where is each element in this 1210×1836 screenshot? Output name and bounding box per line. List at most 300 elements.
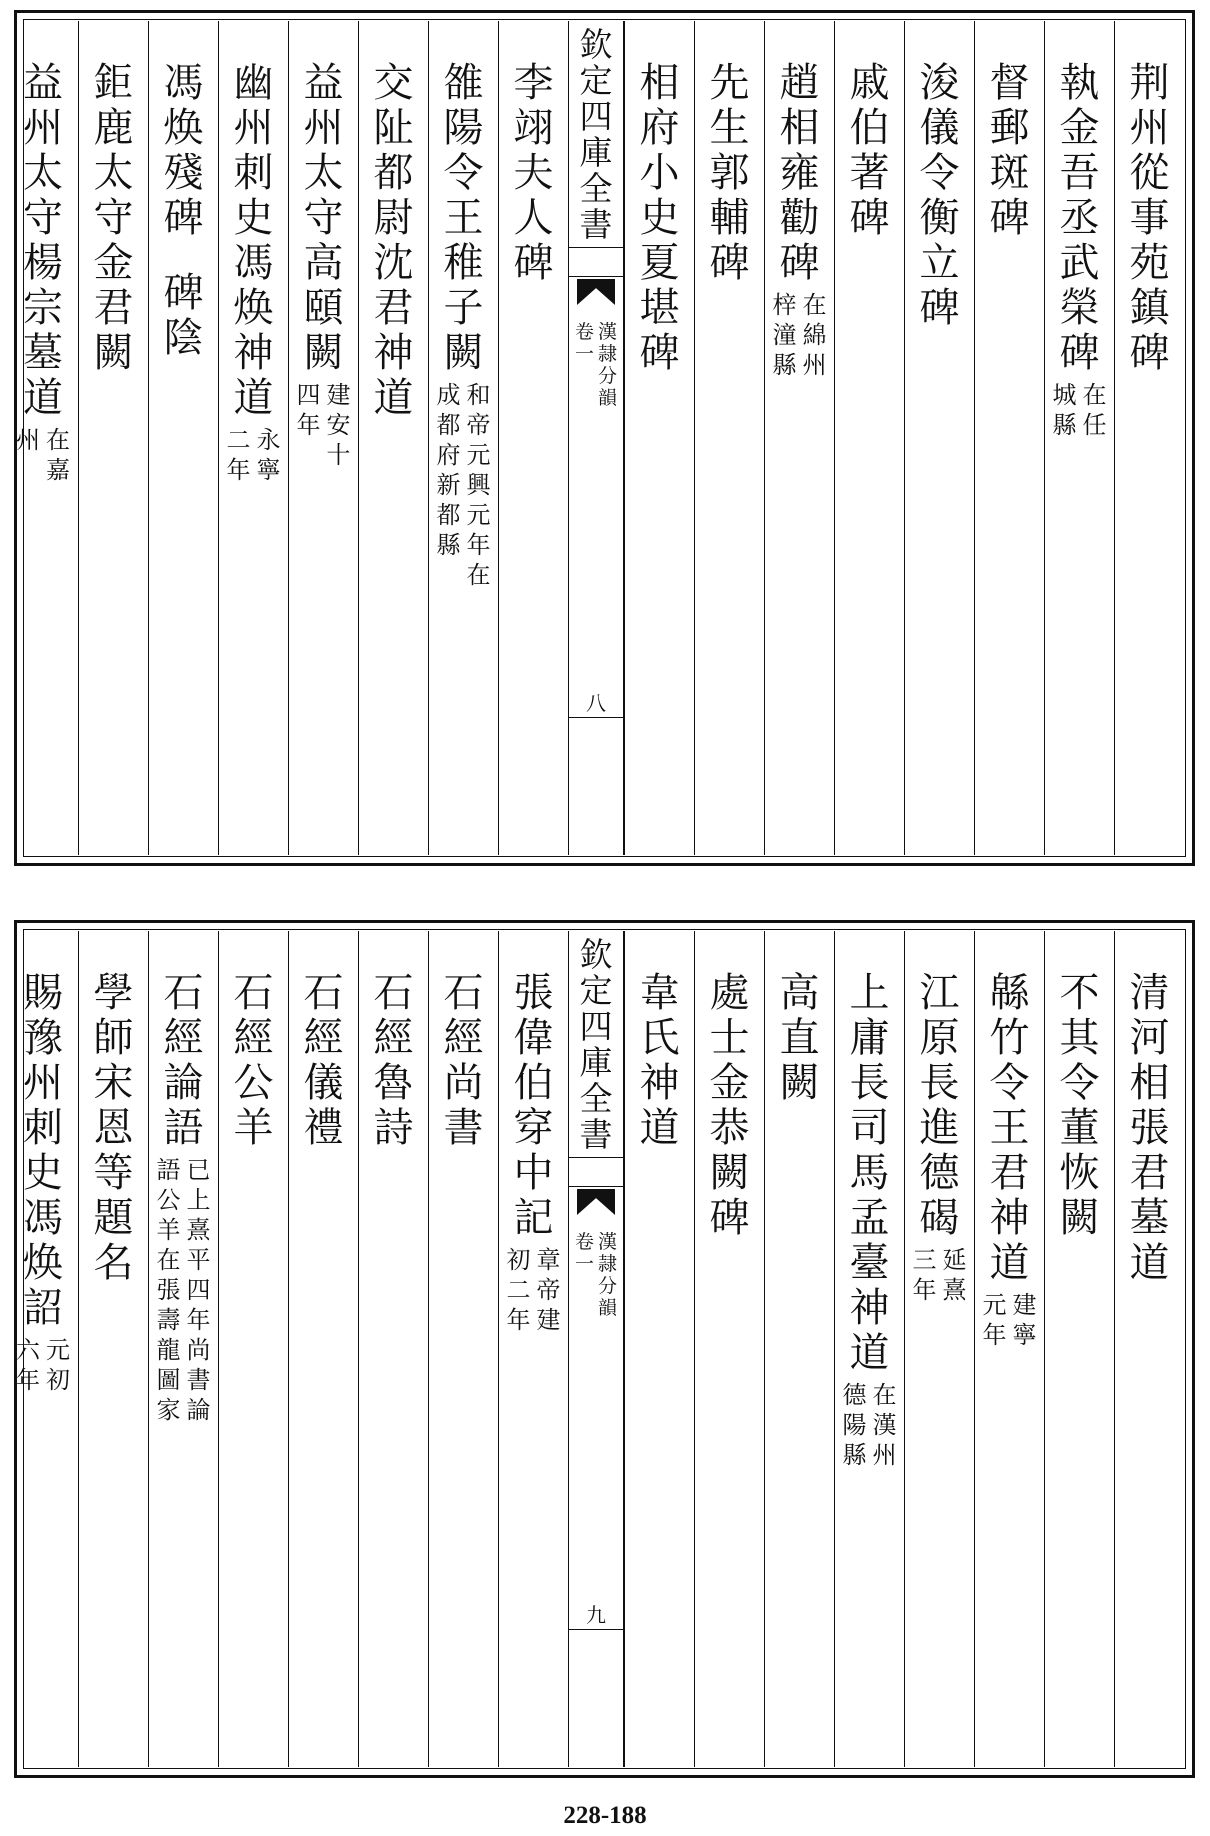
character: 君: [1129, 1150, 1170, 1196]
character: 碑: [163, 270, 204, 316]
character: 竹: [989, 1015, 1030, 1061]
meta-character: 隷: [598, 1253, 618, 1275]
character: 輔: [709, 195, 750, 241]
character: 司: [849, 1105, 890, 1151]
column-text: [695, 61, 764, 286]
annotation-line: [803, 290, 827, 380]
annotation: [983, 1290, 1037, 1350]
character: 張: [1129, 1105, 1170, 1151]
annotation: [157, 1155, 211, 1425]
annotation: [843, 1380, 897, 1470]
text-column: [288, 931, 358, 1767]
annotation-character: 建: [1012, 1291, 1037, 1319]
annotation-line: [1013, 1290, 1037, 1350]
character: 府: [639, 105, 680, 151]
annotation-character: 章: [536, 1246, 561, 1274]
text-column: [694, 931, 764, 1767]
character: 經: [163, 1015, 204, 1061]
annotation-line: [16, 425, 40, 485]
meta-line: [575, 321, 594, 409]
title-character: 定: [579, 61, 613, 100]
annotation-line: [467, 380, 491, 590]
annotation-character: 年: [506, 1306, 531, 1334]
character: 馮: [163, 60, 204, 106]
character: 神: [373, 330, 414, 376]
column-text: [359, 971, 428, 1151]
bottom-page: [14, 920, 1195, 1778]
annotation: [507, 1245, 561, 1335]
column-text: [499, 971, 568, 1335]
meta-character: 一: [574, 343, 594, 365]
annotation-character: 建: [326, 381, 351, 409]
text-column: [904, 931, 974, 1767]
character: 名: [93, 1240, 134, 1286]
character: 禮: [303, 1105, 344, 1151]
character: 江: [919, 970, 960, 1016]
folio-rule: [569, 717, 623, 718]
character: 史: [233, 195, 274, 241]
character: 原: [919, 1015, 960, 1061]
character: 州: [23, 105, 63, 151]
character: 石: [373, 970, 414, 1016]
annotation: [1053, 380, 1107, 440]
title-character: 四: [579, 1007, 613, 1046]
character: 孟: [849, 1195, 890, 1241]
character: 碑: [709, 1195, 750, 1241]
character: 金: [93, 240, 134, 286]
annotation-line: [773, 290, 797, 380]
character: 戚: [849, 60, 890, 106]
annotation-line: [437, 380, 461, 590]
character: 魯: [373, 1060, 414, 1106]
character: 德: [919, 1150, 960, 1196]
character: 碑: [919, 285, 960, 331]
annotation-line: [1053, 380, 1077, 440]
annotation-character: 縣: [436, 531, 461, 559]
character: 墓: [1129, 1195, 1170, 1241]
column-text: [8, 61, 78, 485]
character: 子: [443, 285, 484, 331]
character: 焕: [163, 105, 204, 151]
annotation-line: [297, 380, 321, 470]
character: 闕: [779, 1060, 820, 1106]
character: 宗: [23, 285, 63, 331]
character: 董: [1059, 1105, 1100, 1151]
character: 公: [233, 1060, 274, 1106]
column-text: [905, 971, 974, 1305]
character: 進: [919, 1105, 960, 1151]
character: 人: [513, 195, 554, 241]
character: 陰: [163, 315, 204, 361]
character: 恭: [709, 1105, 750, 1151]
annotation-line: [257, 425, 281, 485]
character: 碑: [513, 240, 554, 286]
column-text: [1045, 61, 1114, 440]
annotation-character: 縣: [1052, 411, 1077, 439]
character: 神: [849, 1285, 890, 1331]
character: 沈: [373, 240, 414, 286]
annotation-character: 安: [326, 411, 351, 439]
annotation-character: 龍: [156, 1336, 181, 1364]
text-column: [1114, 931, 1184, 1767]
column-text: [149, 971, 218, 1425]
character: 闕: [709, 1150, 750, 1196]
annotation: [437, 380, 491, 590]
column-text: [975, 61, 1044, 241]
character: 高: [303, 240, 344, 286]
character: 氏: [639, 1015, 680, 1061]
annotation-character: 延: [942, 1246, 967, 1274]
annotation-character: 張: [156, 1276, 181, 1304]
character: 庸: [849, 1015, 890, 1061]
annotation-character: 德: [842, 1381, 867, 1409]
text-column: [218, 21, 288, 855]
character: 太: [303, 150, 344, 196]
annotation-character: 寧: [256, 456, 281, 484]
annotation-character: 二: [506, 1276, 531, 1304]
annotation-character: 州: [16, 426, 40, 454]
character: 著: [849, 150, 890, 196]
character: 焕: [23, 1240, 63, 1286]
column-text: [695, 971, 764, 1241]
meta-character: 漢: [598, 321, 618, 343]
character: 鹿: [93, 105, 134, 151]
character: 長: [849, 1060, 890, 1106]
character: 詔: [23, 1285, 63, 1331]
annotation-character: 壽: [156, 1306, 181, 1334]
annotation-character: 梓: [772, 291, 797, 319]
annotation-character: 在: [46, 426, 70, 454]
character: 中: [513, 1150, 554, 1196]
character: 州: [303, 105, 344, 151]
annotation-line: [157, 1155, 181, 1425]
center-margin: [568, 21, 624, 855]
text-column: [1044, 21, 1114, 855]
character: 王: [443, 195, 484, 241]
text-column: [428, 931, 498, 1767]
character: 翊: [513, 105, 554, 151]
character: 緜: [989, 970, 1030, 1016]
character: 羊: [233, 1105, 274, 1151]
annotation-character: 語: [156, 1156, 181, 1184]
character: 郭: [709, 150, 750, 196]
character: 高: [779, 970, 820, 1016]
annotation-character: 漢: [872, 1411, 897, 1439]
character: 長: [919, 1060, 960, 1106]
character: 道: [849, 1330, 890, 1376]
character: 張: [513, 970, 554, 1016]
character: 馮: [23, 1195, 63, 1241]
annotation-character: 平: [186, 1246, 211, 1274]
character: 令: [989, 1060, 1030, 1106]
character: 生: [709, 105, 750, 151]
column-text: [625, 61, 694, 376]
character: 墓: [23, 330, 63, 376]
character: 碑: [639, 330, 680, 376]
character: 阯: [373, 105, 414, 151]
annotation-character: 陽: [842, 1411, 867, 1439]
column-text: [289, 61, 358, 470]
character: 闕: [303, 330, 344, 376]
annotation: [297, 380, 351, 470]
character: 闕: [443, 330, 484, 376]
annotation-character: 已: [186, 1156, 211, 1184]
annotation-character: 六: [16, 1336, 40, 1364]
character: 郵: [989, 105, 1030, 151]
column-text: [835, 61, 904, 241]
character: 令: [1059, 1060, 1100, 1106]
column-text: [975, 971, 1044, 1350]
character: 道: [989, 1240, 1030, 1286]
title-character: 全: [579, 169, 613, 208]
page-number: 228-188: [563, 1802, 647, 1829]
annotation-character: 二: [226, 426, 251, 454]
column-text: [905, 61, 974, 331]
column-text: [79, 61, 148, 376]
character: 太: [93, 150, 134, 196]
annotation-character: 元: [982, 1291, 1007, 1319]
character: 令: [443, 150, 484, 196]
character: 師: [93, 1015, 134, 1061]
book-title: [569, 27, 623, 243]
character: 上: [849, 970, 890, 1016]
character: 經: [373, 1015, 414, 1061]
character: 碑: [1129, 330, 1170, 376]
annotation-character: 十: [326, 441, 351, 469]
character: 道: [233, 375, 274, 421]
annotation-character: 寧: [1012, 1321, 1037, 1349]
text-column: [218, 931, 288, 1767]
text-column: [148, 21, 218, 855]
character: 稚: [443, 240, 484, 286]
character: 直: [779, 1015, 820, 1061]
text-column: [624, 931, 694, 1767]
character: 勸: [779, 195, 820, 241]
annotation-line: [913, 1245, 937, 1305]
character: 焕: [233, 285, 274, 331]
annotation-character: 年: [16, 1366, 40, 1394]
character: 幽: [233, 60, 274, 106]
character: 韋: [639, 970, 680, 1016]
annotation-character: 尚: [186, 1336, 211, 1364]
character: 馮: [233, 240, 274, 286]
character: 交: [373, 60, 414, 106]
character: 堪: [639, 285, 680, 331]
character: 穿: [513, 1105, 554, 1151]
annotation: [227, 425, 281, 485]
character: 史: [639, 195, 680, 241]
character: 刺: [233, 150, 274, 196]
character: 處: [709, 970, 750, 1016]
meta-character: 分: [598, 365, 618, 387]
character: 清: [1129, 970, 1170, 1016]
character: 太: [23, 150, 63, 196]
character: 君: [373, 285, 414, 331]
column-text: [8, 971, 78, 1395]
text-column: [834, 931, 904, 1767]
character: 不: [1059, 970, 1100, 1016]
annotation-line: [327, 380, 351, 470]
meta-line: [598, 1231, 617, 1319]
meta-character: 分: [598, 1275, 618, 1297]
annotation-character: 家: [156, 1396, 181, 1424]
character: 君: [989, 1150, 1030, 1196]
character: 豫: [23, 1015, 63, 1061]
character: 州: [233, 105, 274, 151]
book-title: [569, 937, 623, 1153]
title-character: 庫: [579, 1043, 613, 1082]
annotation-character: 上: [186, 1186, 211, 1214]
annotation-character: 在: [156, 1246, 181, 1274]
character: 楊: [23, 240, 63, 286]
character: 恩: [93, 1105, 134, 1151]
annotation-character: 初: [506, 1246, 531, 1274]
character: 道: [373, 375, 414, 421]
text-column: [358, 21, 428, 855]
text-column: [974, 21, 1044, 855]
character: 神: [989, 1195, 1030, 1241]
character: 雍: [779, 150, 820, 196]
annotation-character: 帝: [536, 1276, 561, 1304]
character: 雒: [443, 60, 484, 106]
annotation-character: 羊: [156, 1216, 181, 1244]
text-column: [974, 931, 1044, 1767]
column-text: [835, 971, 904, 1470]
character: 語: [163, 1105, 204, 1151]
character: 相: [1129, 1060, 1170, 1106]
text-column: [764, 21, 834, 855]
fishtail-mark: [577, 279, 615, 305]
column-text: [765, 61, 834, 380]
character: 荆: [1129, 60, 1170, 106]
character: 詩: [373, 1105, 414, 1151]
annotation-character: 城: [1052, 381, 1077, 409]
character: 史: [23, 1150, 63, 1196]
character: 守: [23, 195, 63, 241]
annotation-character: 元: [466, 441, 491, 469]
character: 經: [443, 1015, 484, 1061]
title-character: 定: [579, 971, 613, 1010]
character: 君: [93, 285, 134, 331]
annotation-character: 年: [466, 531, 491, 559]
annotation: [913, 1245, 967, 1305]
text-column: [904, 21, 974, 855]
character: 陽: [443, 105, 484, 151]
annotation-character: 嘉: [46, 456, 70, 484]
meta-character: 一: [574, 1253, 594, 1275]
annotation-character: 四: [186, 1276, 211, 1304]
character: 儀: [303, 1060, 344, 1106]
annotation-line: [943, 1245, 967, 1305]
character: 偉: [513, 1015, 554, 1061]
character: 武: [1059, 240, 1100, 286]
character: 都: [373, 150, 414, 196]
column-text: [1045, 971, 1114, 1241]
annotation-character: 縣: [772, 351, 797, 379]
character: 等: [93, 1150, 134, 1196]
character: 王: [989, 1105, 1030, 1151]
annotation-character: 公: [156, 1186, 181, 1214]
annotation-character: 帝: [466, 411, 491, 439]
character: 經: [303, 1015, 344, 1061]
character: 碣: [919, 1195, 960, 1241]
annotation-character: 在: [802, 291, 827, 319]
annotation-character: 縣: [842, 1441, 867, 1469]
character: 碑: [1059, 330, 1100, 376]
annotation-character: 新: [436, 471, 461, 499]
meta-line: [575, 1231, 594, 1319]
character: 夏: [639, 240, 680, 286]
character: 夫: [513, 150, 554, 196]
annotation-character: 年: [186, 1306, 211, 1334]
title-character: 庫: [579, 133, 613, 172]
character: 尚: [443, 1060, 484, 1106]
meta-line: [598, 321, 617, 409]
character: 鉅: [93, 60, 134, 106]
text-column: [1044, 931, 1114, 1767]
column-text: [359, 61, 428, 421]
fishtail-mark: [577, 1189, 615, 1215]
annotation-character: 年: [296, 411, 321, 439]
character: 相: [779, 105, 820, 151]
folio-number: 八: [586, 691, 606, 715]
character: 頤: [303, 285, 344, 331]
annotation-line: [537, 1245, 561, 1335]
annotation-character: 年: [226, 456, 251, 484]
character: 臺: [849, 1240, 890, 1286]
character: 碑: [709, 240, 750, 286]
column-text: [219, 971, 288, 1151]
annotation-character: 三: [912, 1246, 937, 1274]
annotation-character: 州: [802, 351, 827, 379]
annotation-character: 元: [466, 501, 491, 529]
meta-character: 卷: [574, 321, 594, 343]
annotation-character: 圖: [156, 1366, 181, 1394]
annotation-line: [983, 1290, 1007, 1350]
text-column: [288, 21, 358, 855]
title-character: 四: [579, 97, 613, 136]
character: 士: [709, 1015, 750, 1061]
text-column: [834, 21, 904, 855]
character: 鎮: [1129, 285, 1170, 331]
character: 守: [303, 195, 344, 241]
character: 小: [639, 150, 680, 196]
column-text: [765, 971, 834, 1106]
character: 趙: [779, 60, 820, 106]
character: 石: [163, 970, 204, 1016]
annotation-character: 年: [982, 1321, 1007, 1349]
character: 碑: [849, 195, 890, 241]
character: 宋: [93, 1060, 134, 1106]
annotation-character: 都: [436, 501, 461, 529]
character: 先: [709, 60, 750, 106]
column-text: [149, 61, 218, 361]
annotation-line: [16, 1335, 40, 1395]
text-column: [78, 931, 148, 1767]
annotation-character: 熹: [942, 1276, 967, 1304]
character: 道: [1129, 1240, 1170, 1286]
column-text: [625, 971, 694, 1151]
character: 石: [443, 970, 484, 1016]
title-character: 欽: [579, 25, 613, 64]
annotation-character: 初: [46, 1366, 70, 1394]
character: 李: [513, 60, 554, 106]
character: 神: [639, 1060, 680, 1106]
annotation-character: 任: [1082, 411, 1107, 439]
character: 闕: [1059, 1195, 1100, 1241]
annotation-character: 成: [436, 381, 461, 409]
character: 石: [303, 970, 344, 1016]
